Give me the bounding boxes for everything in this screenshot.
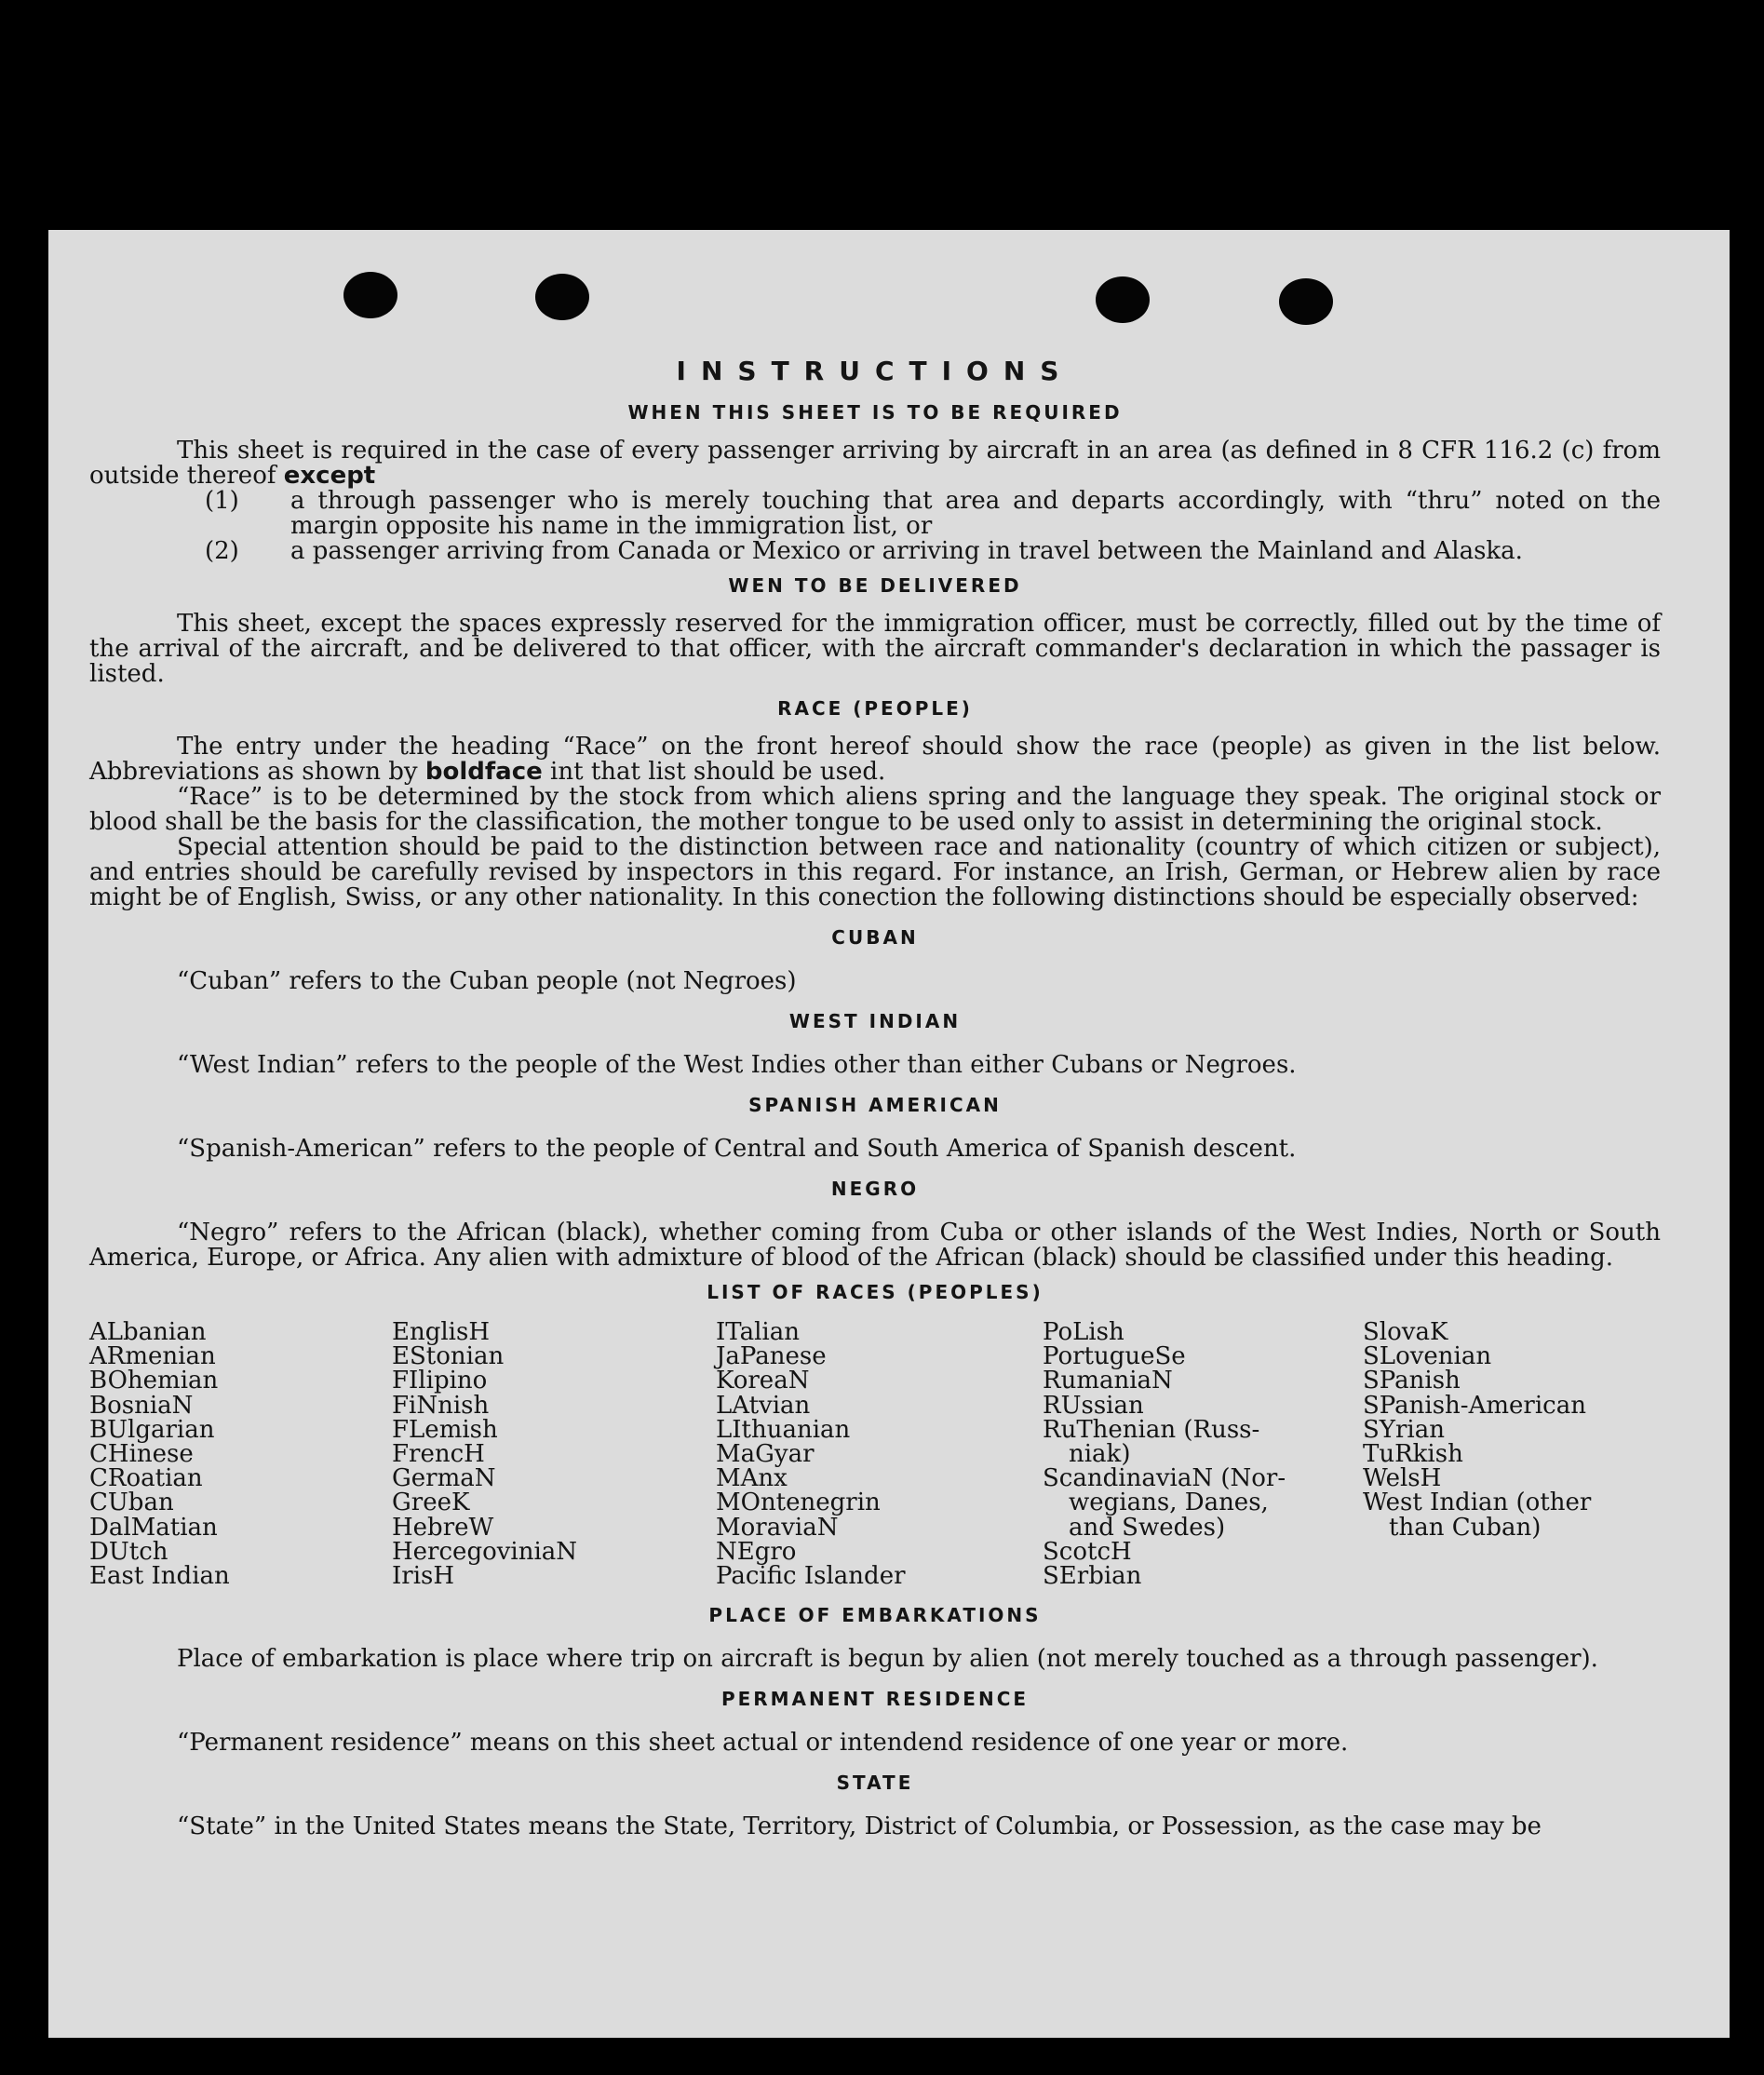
race-entry: DUtch xyxy=(89,1537,168,1566)
race-entry: MaGyar xyxy=(716,1440,815,1469)
exception-number: (1) xyxy=(205,487,239,515)
residence-text: “Permanent residence” means on this sheet actual or intendend residence of one year or more. xyxy=(177,1729,1349,1758)
punch-hole xyxy=(1096,276,1150,323)
race-paragraph-2: “Race” is to be determined by the stock from which aliens spring and the language they speak. The original stock or blood shall be the basis for the classification, the mother tongue to be used only to assist in determining the original stock. xyxy=(89,783,1661,836)
exception-text: a through passenger who is merely touching that area and departs accordingly, with “thru” noted on the margin opposite his name in the immigration list, or xyxy=(290,487,1661,540)
race-entry: HebreW xyxy=(392,1513,494,1542)
race-entry: GreeK xyxy=(392,1489,470,1517)
heading-list-of-races: LIST OF RACES (PEOPLES) xyxy=(707,1281,1044,1303)
race-p1-text: The entry under the heading “Race” on the front hereof should show the race (people) as given in the list below. Abbreviations as shown by xyxy=(89,733,1661,786)
race-entry: EnglisH xyxy=(392,1318,491,1346)
race-entry: DalMatian xyxy=(89,1513,218,1542)
race-entry: RuThenian (Russ- xyxy=(1043,1415,1260,1444)
page-title: INSTRUCTIONS xyxy=(676,356,1074,386)
heading-permanent-residence: PERMANENT RESIDENCE xyxy=(720,1688,1030,1711)
punch-hole xyxy=(1279,278,1333,325)
race-entry: Pacific Islander xyxy=(716,1562,906,1591)
heading-negro: NEGRO xyxy=(830,1178,920,1200)
required-intro xyxy=(89,438,1661,489)
delivered-text: This sheet, except the spaces expressly reserved for the immigration officer, must be correctly, filled out by the time of the arrival of the aircraft, and be delivered to that officer, with the aircraft commander's declaration in which the passager is listed. xyxy=(89,610,1661,688)
instructions-content xyxy=(89,358,1661,1839)
west-indian-text: “West Indian” refers to the people of the West Indies other than either Cubans or Negroes. xyxy=(177,1051,1297,1079)
cuban-text: “Cuban” refers to the Cuban people (not Negroes) xyxy=(177,967,797,995)
race-entry: and Swedes) xyxy=(1069,1513,1226,1542)
race-entry: RUssian xyxy=(1043,1391,1144,1420)
races-column-3 xyxy=(716,1318,1043,1591)
races-list xyxy=(89,1318,1661,1591)
spanish-american-text: “Spanish-American” refers to the people of Central and South America of Spanish descent. xyxy=(177,1135,1297,1163)
race-entry: SPanish-American xyxy=(1363,1391,1586,1420)
race-entry: FLemish xyxy=(392,1415,498,1444)
races-column-5 xyxy=(1363,1320,1623,1588)
race-entry: ITalian xyxy=(716,1318,800,1346)
heading-required: WHEN THIS SHEET IS TO BE REQUIRED xyxy=(627,401,1123,424)
punch-hole xyxy=(343,272,397,318)
race-entry: SlovaK xyxy=(1363,1318,1448,1346)
race-entry: CHinese xyxy=(89,1440,194,1469)
boldface-keyword: boldface xyxy=(424,758,543,786)
race-entry: BosniaN xyxy=(89,1391,194,1420)
document-sheet xyxy=(48,230,1730,2038)
race-entry: TuRkish xyxy=(1363,1440,1463,1469)
race-entry: CRoatian xyxy=(89,1464,203,1493)
race-entry: JaPanese xyxy=(716,1342,827,1371)
race-entry: EStonian xyxy=(392,1342,505,1371)
race-entry: SPanish xyxy=(1363,1367,1461,1395)
race-entry: HercegoviniaN xyxy=(392,1537,578,1566)
race-entry: KoreaN xyxy=(716,1367,810,1395)
race-entry: East Indian xyxy=(89,1562,230,1591)
heading-west-indian: WEST INDIAN xyxy=(788,1010,962,1032)
race-entry: ScandinaviaN (Nor- xyxy=(1043,1464,1286,1493)
heading-spanish-american: SPANISH AMERICAN xyxy=(748,1094,1002,1116)
heading-embarkation: PLACE OF EMBARKATIONS xyxy=(708,1604,1042,1627)
heading-cuban: CUBAN xyxy=(831,926,919,949)
races-column-4 xyxy=(1043,1318,1363,1591)
race-entry: PortugueSe xyxy=(1043,1342,1186,1371)
race-entry: NEgro xyxy=(716,1537,797,1566)
race-entry: MOntenegrin xyxy=(716,1489,881,1517)
embarkation-text: Place of embarkation is place where trip on aircraft is begun by alien (not merely touched as a through passenger). xyxy=(177,1645,1598,1674)
race-entry: SYrian xyxy=(1363,1415,1445,1444)
race-entry: FIlipino xyxy=(392,1367,488,1395)
race-entry: BOhemian xyxy=(89,1367,219,1395)
state-text: “State” in the United States means the State, Territory, District of Columbia, or Possession, as the case may be xyxy=(177,1812,1542,1841)
race-entry: SLovenian xyxy=(1363,1342,1492,1371)
race-entry: SErbian xyxy=(1043,1562,1142,1591)
race-entry: CUban xyxy=(89,1489,174,1517)
race-entry: MoraviaN xyxy=(716,1513,839,1542)
race-entry: niak) xyxy=(1069,1440,1131,1469)
race-entry: ScotcH xyxy=(1043,1537,1132,1566)
race-entry: MAnx xyxy=(716,1464,788,1493)
race-entry: LIthuanian xyxy=(716,1415,851,1444)
race-entry: ARmenian xyxy=(89,1342,216,1371)
required-exception-1 xyxy=(89,489,1661,539)
heading-delivered: WEN TO BE DELIVERED xyxy=(728,574,1022,597)
races-column-1 xyxy=(89,1318,392,1591)
required-exception-2 xyxy=(89,539,1661,564)
exception-number: (2) xyxy=(205,537,239,565)
race-entry: WelsH xyxy=(1363,1464,1442,1493)
heading-state: STATE xyxy=(836,1772,914,1795)
race-paragraph-3: Special attention should be paid to the distinction between race and nationality (country of which citizen or subject), and entries should be carefully revised by inspectors in this regard. For instance, an Irish, German, or Hebrew alien by race might be of English, Swiss, or any other nationality. In this conection the following distinctions should be especially observed: xyxy=(89,833,1661,911)
race-p1-tail: int that list should be used. xyxy=(542,758,886,786)
race-entry: FrencH xyxy=(392,1440,485,1469)
race-entry: West Indian (other xyxy=(1363,1489,1592,1517)
race-entry: RumaniaN xyxy=(1043,1367,1173,1395)
race-entry: GermaN xyxy=(392,1464,496,1493)
required-intro-text: This sheet is required in the case of every passenger arriving by aircraft in an area (as defined in 8 CFR 116.2 (c) from outside thereof xyxy=(89,437,1661,490)
punch-hole xyxy=(535,274,589,320)
race-entry: than Cuban) xyxy=(1389,1513,1542,1542)
race-paragraph-1 xyxy=(89,734,1661,785)
heading-race: RACE (PEOPLE) xyxy=(777,697,973,720)
races-column-2 xyxy=(392,1318,716,1591)
race-entry: IrisH xyxy=(392,1562,455,1591)
race-entry: PoLish xyxy=(1043,1318,1124,1346)
race-entry: wegians, Danes, xyxy=(1069,1489,1269,1517)
negro-text: “Negro” refers to the African (black), whether coming from Cuba or other islands of the West Indies, North or South America, Europe, or Africa. Any alien with admixture of blood of the African (black) should be classified under this heading. xyxy=(89,1219,1661,1272)
except-keyword: except xyxy=(283,462,376,490)
race-entry: LAtvian xyxy=(716,1391,811,1420)
exception-text: a passenger arriving from Canada or Mexico or arriving in travel between the Mainland and Alaska. xyxy=(290,537,1523,565)
race-entry: ALbanian xyxy=(89,1318,207,1346)
race-entry: BUlgarian xyxy=(89,1415,215,1444)
race-entry: FiNnish xyxy=(392,1391,490,1420)
